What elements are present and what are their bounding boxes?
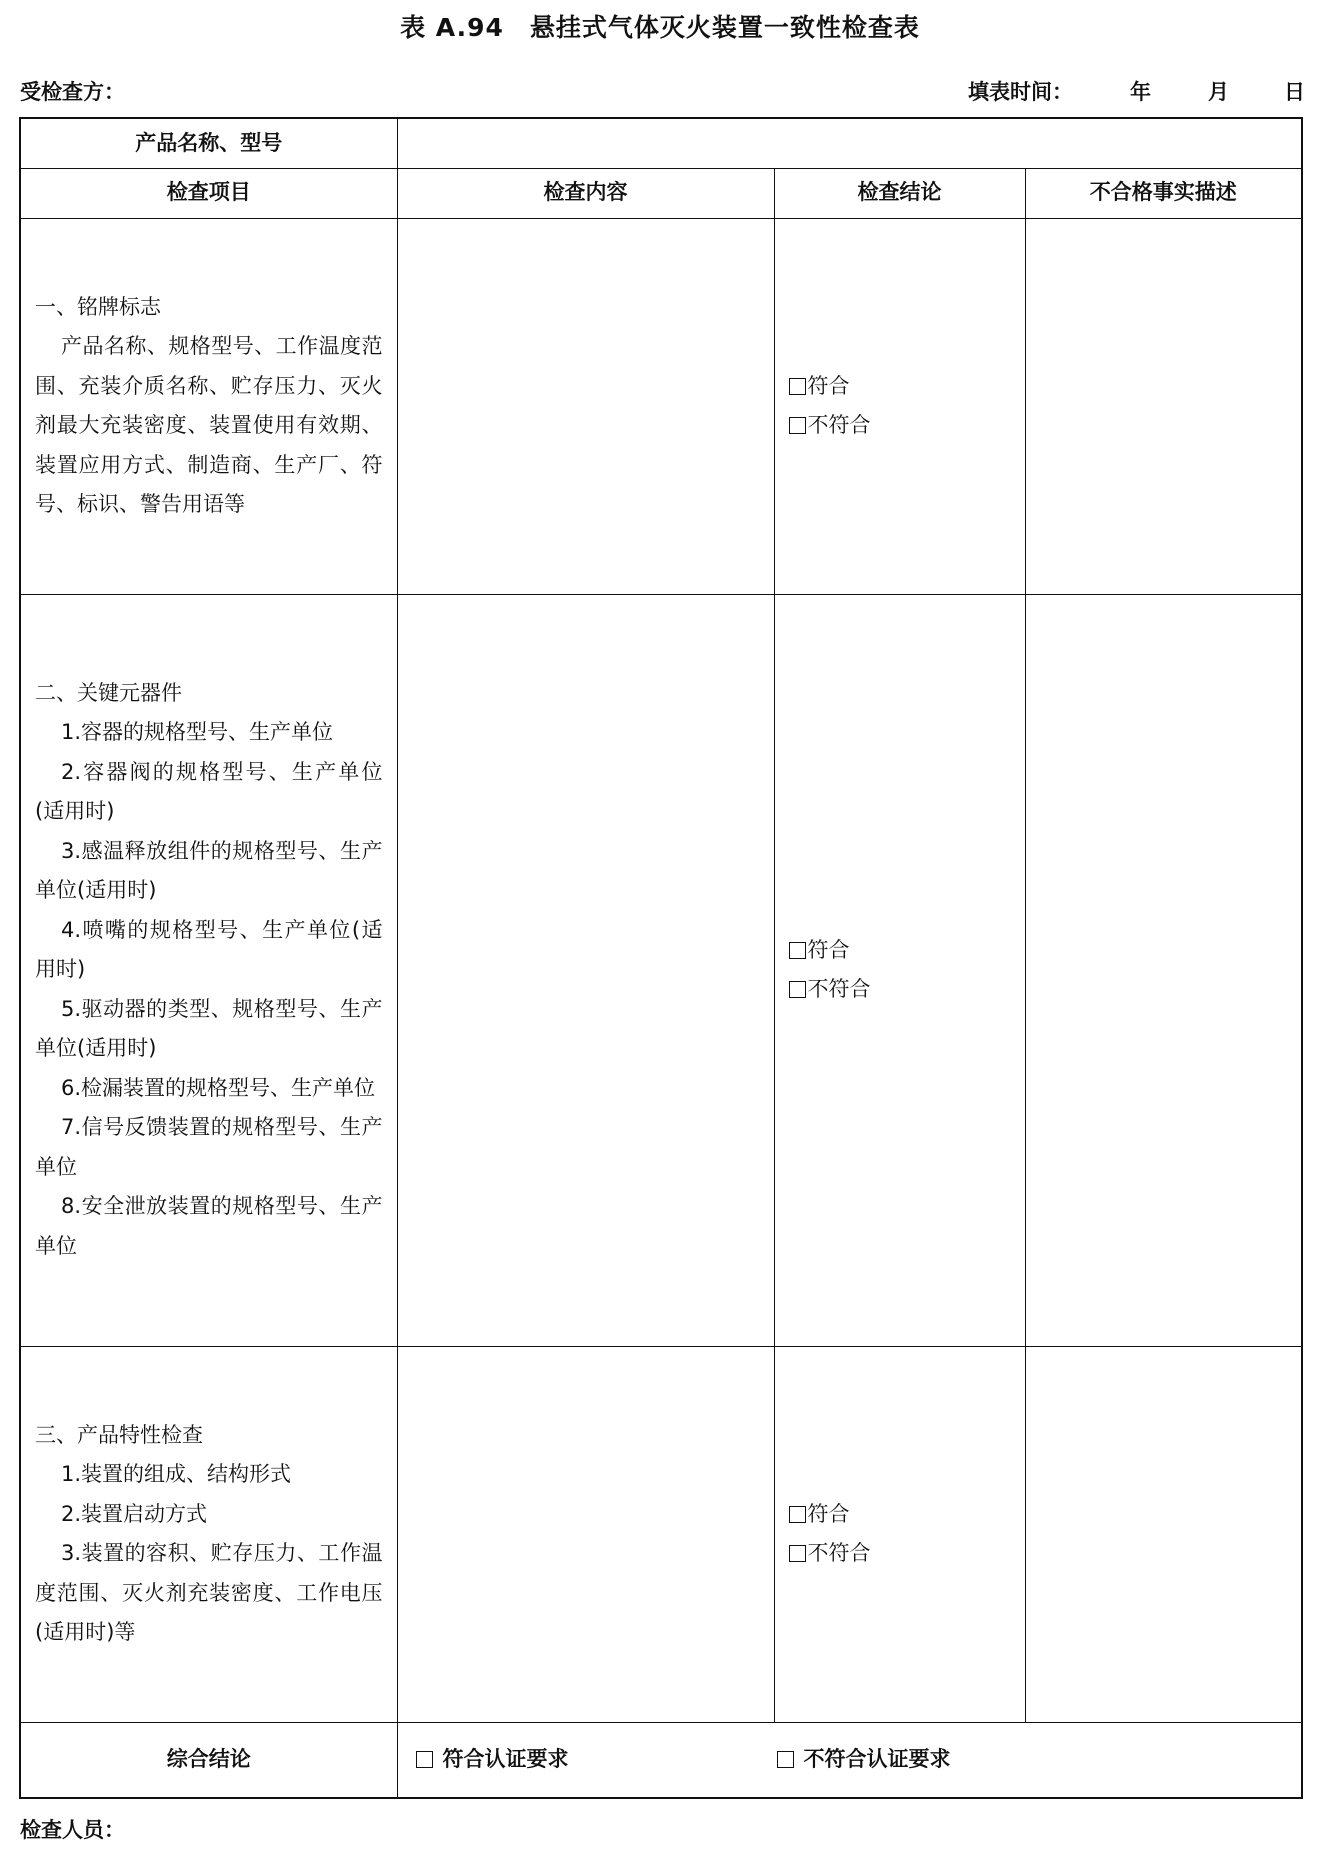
month-label: 月 [1208, 80, 1229, 104]
product-name-field[interactable] [397, 118, 1302, 168]
section-row-product-characteristics [20, 1346, 1302, 1722]
inspector-label: 检查人员： [20, 1818, 125, 1842]
conform-label: 符合 [807, 937, 850, 962]
section-subitem: 8.安全泄放装置的规格型号、生产单位 [35, 1194, 383, 1258]
product-name-row [20, 118, 1302, 168]
summary-options-cell [397, 1722, 1302, 1798]
meets-requirements-option[interactable] [416, 1740, 569, 1780]
section-subitem: 3.装置的容积、贮存压力、工作温度范围、灭火剂充装密度、工作电压(适用时)等 [35, 1541, 383, 1644]
header-content: 检查内容 [397, 168, 774, 218]
section-item-cell [20, 1346, 397, 1722]
checkbox-icon[interactable] [789, 981, 806, 998]
conform-option[interactable] [789, 367, 1025, 407]
section-subitem: 5.驱动器的类型、规格型号、生产单位(适用时) [35, 996, 383, 1061]
day-label: 日 [1284, 80, 1305, 104]
nonconform-option[interactable] [789, 406, 1025, 446]
nonconformity-description-field[interactable] [1025, 594, 1302, 1346]
conform-option[interactable] [789, 1495, 1025, 1535]
summary-row [20, 1722, 1302, 1798]
section-subitem: 4.喷嘴的规格型号、生产单位(适用时) [35, 917, 383, 982]
year-label: 年 [1130, 80, 1151, 104]
checkbox-icon[interactable] [789, 1506, 806, 1523]
check-content-field[interactable] [397, 594, 774, 1346]
section-subitem: 7.信号反馈装置的规格型号、生产单位 [35, 1115, 383, 1179]
inspected-party-label: 受检查方： [20, 80, 125, 104]
conform-label: 符合 [807, 1501, 850, 1526]
checkbox-icon[interactable] [416, 1751, 433, 1768]
nonconform-label: 不符合 [807, 1541, 871, 1565]
section-subitem: 2.装置启动方式 [61, 1501, 208, 1526]
form-title: 表 A.94 悬挂式气体灭火装置一致性检查表 [400, 13, 920, 42]
meets-requirements-label: 符合认证要求 [442, 1747, 569, 1771]
fails-requirements-label: 不符合认证要求 [803, 1747, 951, 1771]
checkbox-icon[interactable] [789, 417, 806, 434]
fill-time-label: 填表时间： [968, 80, 1073, 104]
section-heading: 三、产品特性检查 [35, 1422, 203, 1447]
section-subitem: 3.感温释放组件的规格型号、生产单位(适用时) [35, 838, 383, 903]
check-content-field[interactable] [397, 218, 774, 594]
check-content-field[interactable] [397, 1346, 774, 1722]
nonconform-option[interactable] [789, 1534, 1025, 1574]
section-item-cell [20, 594, 397, 1346]
summary-label: 综合结论 [20, 1722, 397, 1798]
section-subitem: 2.容器阀的规格型号、生产单位(适用时) [35, 759, 383, 824]
product-name-label: 产品名称、型号 [20, 118, 397, 168]
section-subitem: 1.容器的规格型号、生产单位 [61, 720, 334, 745]
conform-option[interactable] [789, 931, 1025, 971]
section-row-key-components [20, 594, 1302, 1346]
conclusion-cell [774, 594, 1025, 1346]
conclusion-cell [774, 1346, 1025, 1722]
section-subitem: 产品名称、规格型号、工作温度范围、充装介质名称、贮存压力、灭火剂最大充装密度、装置使用有效期、装置应用方式、制造商、生产厂、符号、标识、警告用语等 [35, 334, 383, 516]
nonconformity-description-field[interactable] [1025, 218, 1302, 594]
nonconform-label: 不符合 [807, 977, 871, 1001]
checkbox-icon[interactable] [789, 942, 806, 959]
nonconform-label: 不符合 [807, 413, 871, 437]
checkbox-icon[interactable] [789, 1545, 806, 1562]
conform-label: 符合 [807, 373, 850, 398]
section-item-cell [20, 218, 397, 594]
section-row-nameplate [20, 218, 1302, 594]
checkbox-icon[interactable] [777, 1751, 794, 1768]
fails-requirements-option[interactable] [777, 1740, 951, 1780]
conclusion-cell [774, 218, 1025, 594]
header-row [20, 168, 1302, 218]
section-subitem: 1.装置的组成、结构形式 [61, 1462, 292, 1486]
header-nonconformity: 不合格事实描述 [1025, 168, 1302, 218]
section-heading: 二、关键元器件 [35, 680, 182, 705]
section-subitem: 6.检漏装置的规格型号、生产单位 [61, 1075, 376, 1100]
nonconformity-description-field[interactable] [1025, 1346, 1302, 1722]
section-heading: 一、铭牌标志 [35, 294, 161, 319]
inspection-table [19, 117, 1303, 1799]
checkbox-icon[interactable] [789, 378, 806, 395]
header-conclusion: 检查结论 [774, 168, 1025, 218]
header-item: 检查项目 [20, 168, 397, 218]
nonconform-option[interactable] [789, 970, 1025, 1010]
